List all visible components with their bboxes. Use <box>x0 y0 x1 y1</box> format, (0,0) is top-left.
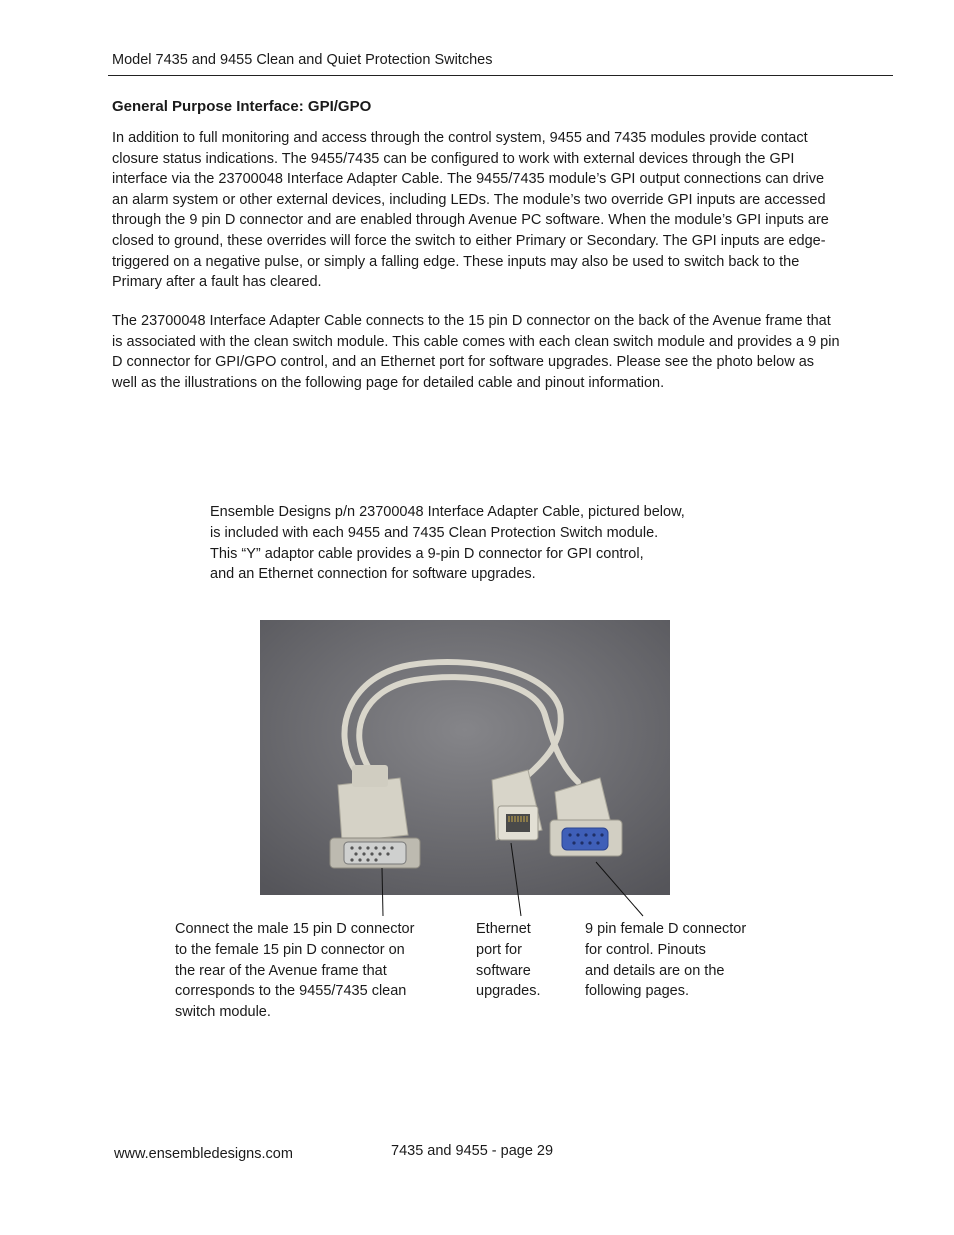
callout-line: following pages. <box>585 983 689 1000</box>
callout-line: and details are on the <box>585 962 725 979</box>
cable-photo <box>260 620 670 895</box>
callout-line: Ethernet <box>476 921 531 937</box>
caption-line: and an Ethernet connection for software upgrades. <box>210 566 536 583</box>
paragraph-adapter-cable: The 23700048 Interface Adapter Cable connects to the 15 pin D connector on the back of the Avenue frame that is associated with the clean switch module. This cable comes with each clean switch module and provides a 9 pin D connector for GPI/GPO control, and an Ethernet port for software upgrades. Please see the photo below as well as the illustrations on the following page for detailed cable and pinout information. <box>112 313 840 391</box>
callout-line: Connect the male 15 pin D connector <box>175 921 415 937</box>
callout-line: software <box>476 962 531 979</box>
caption-line: This “Y” adaptor cable provides a 9-pin D connector for GPI control, <box>210 545 644 562</box>
callout-ethernet-port <box>476 919 576 1002</box>
callout-line: port for <box>476 941 522 958</box>
caption-line: is included with each 9455 and 7435 Clean Protection Switch module. <box>210 524 659 541</box>
callout-line: for control. Pinouts <box>585 941 706 958</box>
footer-url: www.ensembledesigns.com <box>114 1146 293 1162</box>
callout-female-connector <box>585 919 795 1002</box>
callout-line: switch module. <box>175 1004 271 1021</box>
section-title: General Purpose Interface: GPI/GPO <box>112 98 372 115</box>
callout-line: the rear of the Avenue frame that <box>175 962 387 979</box>
running-header: Model 7435 and 9455 Clean and Quiet Protection Switches <box>112 52 493 68</box>
callout-line: 9 pin female D connector <box>585 921 747 937</box>
callout-line: corresponds to the 9455/7435 clean <box>175 983 407 1000</box>
header-rule <box>108 75 893 76</box>
callout-line: upgrades. <box>476 983 541 1000</box>
caption-line: Ensemble Designs p/n 23700048 Interface Adapter Cable, pictured below, <box>210 504 685 520</box>
footer-page-label: 7435 and 9455 - page 29 <box>391 1143 554 1159</box>
figure-caption <box>210 502 750 585</box>
paragraph-gpi-overview: In addition to full monitoring and access through the control system, 9455 and 7435 modules provide contact closure status indications. The 9455/7435 can be configured to work with external devices through the GPI interface via the 23700048 Interface Adapter Cable. The 9455/7435 module’s GPI output connections can drive an alarm system or other external devices, including LEDs. The module’s two override GPI inputs are accessed through the 9 pin D connector and are enabled through Avenue PC software. When the module’s GPI inputs are closed to ground, these overrides will force the switch to either Primary or Secondary. The GPI inputs are edge-triggered on a negative pulse, or simply a falling edge. These inputs may also be used to switch back to the Primary after a fault has cleared. <box>112 130 829 291</box>
callout-male-connector <box>175 919 455 1023</box>
callout-line: to the female 15 pin D connector on <box>175 941 405 958</box>
